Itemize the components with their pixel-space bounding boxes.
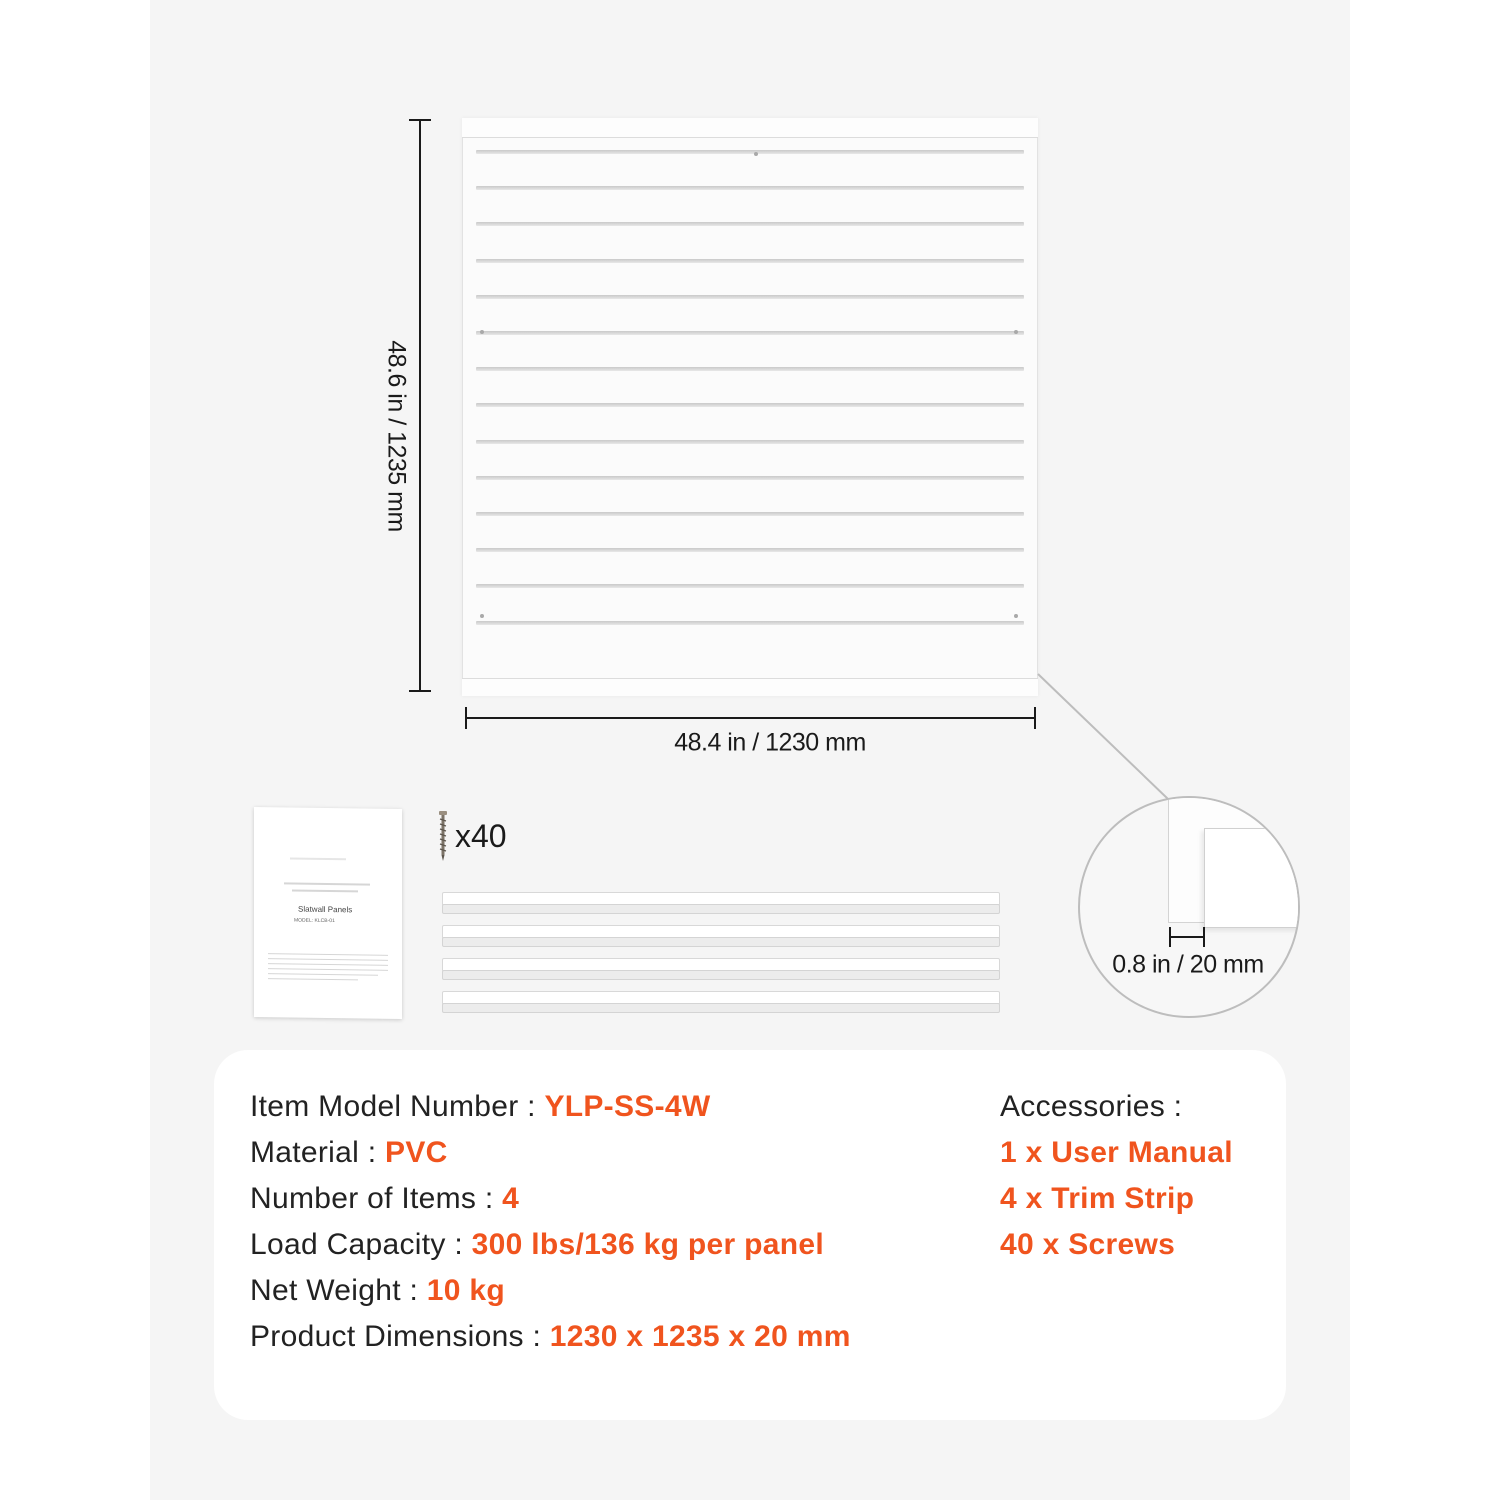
edge-thickness-zoom-circle bbox=[1078, 796, 1300, 1018]
trim-strip bbox=[442, 892, 1000, 914]
spec-row bbox=[250, 1182, 519, 1216]
trim-strip bbox=[442, 991, 1000, 1013]
manual-model: MODEL: KLCB-01 bbox=[294, 917, 335, 925]
width-dimension-label: 48.4 in / 1230 mm bbox=[674, 728, 866, 757]
manual-title: Slatwall Panels bbox=[298, 904, 353, 915]
manual-text-line bbox=[284, 882, 370, 885]
trim-strip bbox=[442, 925, 1000, 947]
spec-label: Item Model Number : bbox=[250, 1090, 545, 1123]
zoom-panel-edge-front bbox=[1204, 828, 1300, 928]
accessory-item: 4 x Trim Strip bbox=[1000, 1182, 1195, 1215]
accessory-item: 1 x User Manual bbox=[1000, 1136, 1233, 1169]
spec-value: YLP-SS-4W bbox=[544, 1090, 711, 1123]
trim-strip bbox=[442, 958, 1000, 980]
height-dimension-label: 48.6 in / 1235 mm bbox=[382, 340, 411, 532]
spec-value: 4 bbox=[502, 1182, 520, 1215]
spec-value: 300 lbs/136 kg per panel bbox=[471, 1228, 824, 1261]
manual-text-line bbox=[268, 963, 388, 966]
thickness-dimension-label: 0.8 in / 20 mm bbox=[1112, 950, 1264, 979]
manual-text-line bbox=[290, 857, 346, 860]
thickness-dimension-line bbox=[1170, 936, 1204, 938]
spec-row bbox=[250, 1274, 505, 1308]
spec-label: Net Weight : bbox=[250, 1274, 427, 1307]
user-manual-image bbox=[254, 807, 402, 1019]
spec-row bbox=[250, 1320, 851, 1354]
trim-strip-lip bbox=[442, 937, 1000, 947]
spec-value: 1230 x 1235 x 20 mm bbox=[549, 1320, 851, 1353]
accessory-item: 40 x Screws bbox=[1000, 1228, 1176, 1261]
spec-row bbox=[250, 1136, 448, 1170]
manual-text-line bbox=[268, 958, 388, 961]
spec-value: 10 kg bbox=[426, 1274, 505, 1307]
manual-text-line bbox=[268, 973, 378, 976]
spec-value: PVC bbox=[385, 1136, 448, 1169]
screw-count-label: x40 bbox=[455, 818, 507, 854]
trim-strip-lip bbox=[442, 1003, 1000, 1013]
manual-text-line bbox=[292, 889, 358, 892]
spec-row bbox=[250, 1090, 710, 1124]
spec-label: Number of Items : bbox=[250, 1182, 503, 1215]
manual-text-line bbox=[268, 953, 388, 956]
trim-strip-lip bbox=[442, 970, 1000, 980]
manual-text-line bbox=[268, 978, 358, 980]
thickness-dimension-cap-left bbox=[1169, 927, 1171, 947]
spec-label: Product Dimensions : bbox=[250, 1320, 550, 1353]
specifications-card bbox=[214, 1050, 1286, 1420]
screw-icon bbox=[436, 811, 450, 861]
manual-text-line bbox=[268, 968, 388, 971]
trim-strip-lip bbox=[442, 904, 1000, 914]
spec-label: Material : bbox=[250, 1136, 386, 1169]
accessories-heading: Accessories : bbox=[1000, 1090, 1183, 1123]
spec-label: Load Capacity : bbox=[250, 1228, 472, 1261]
thickness-dimension-cap-right bbox=[1203, 927, 1205, 947]
spec-row bbox=[250, 1228, 824, 1262]
